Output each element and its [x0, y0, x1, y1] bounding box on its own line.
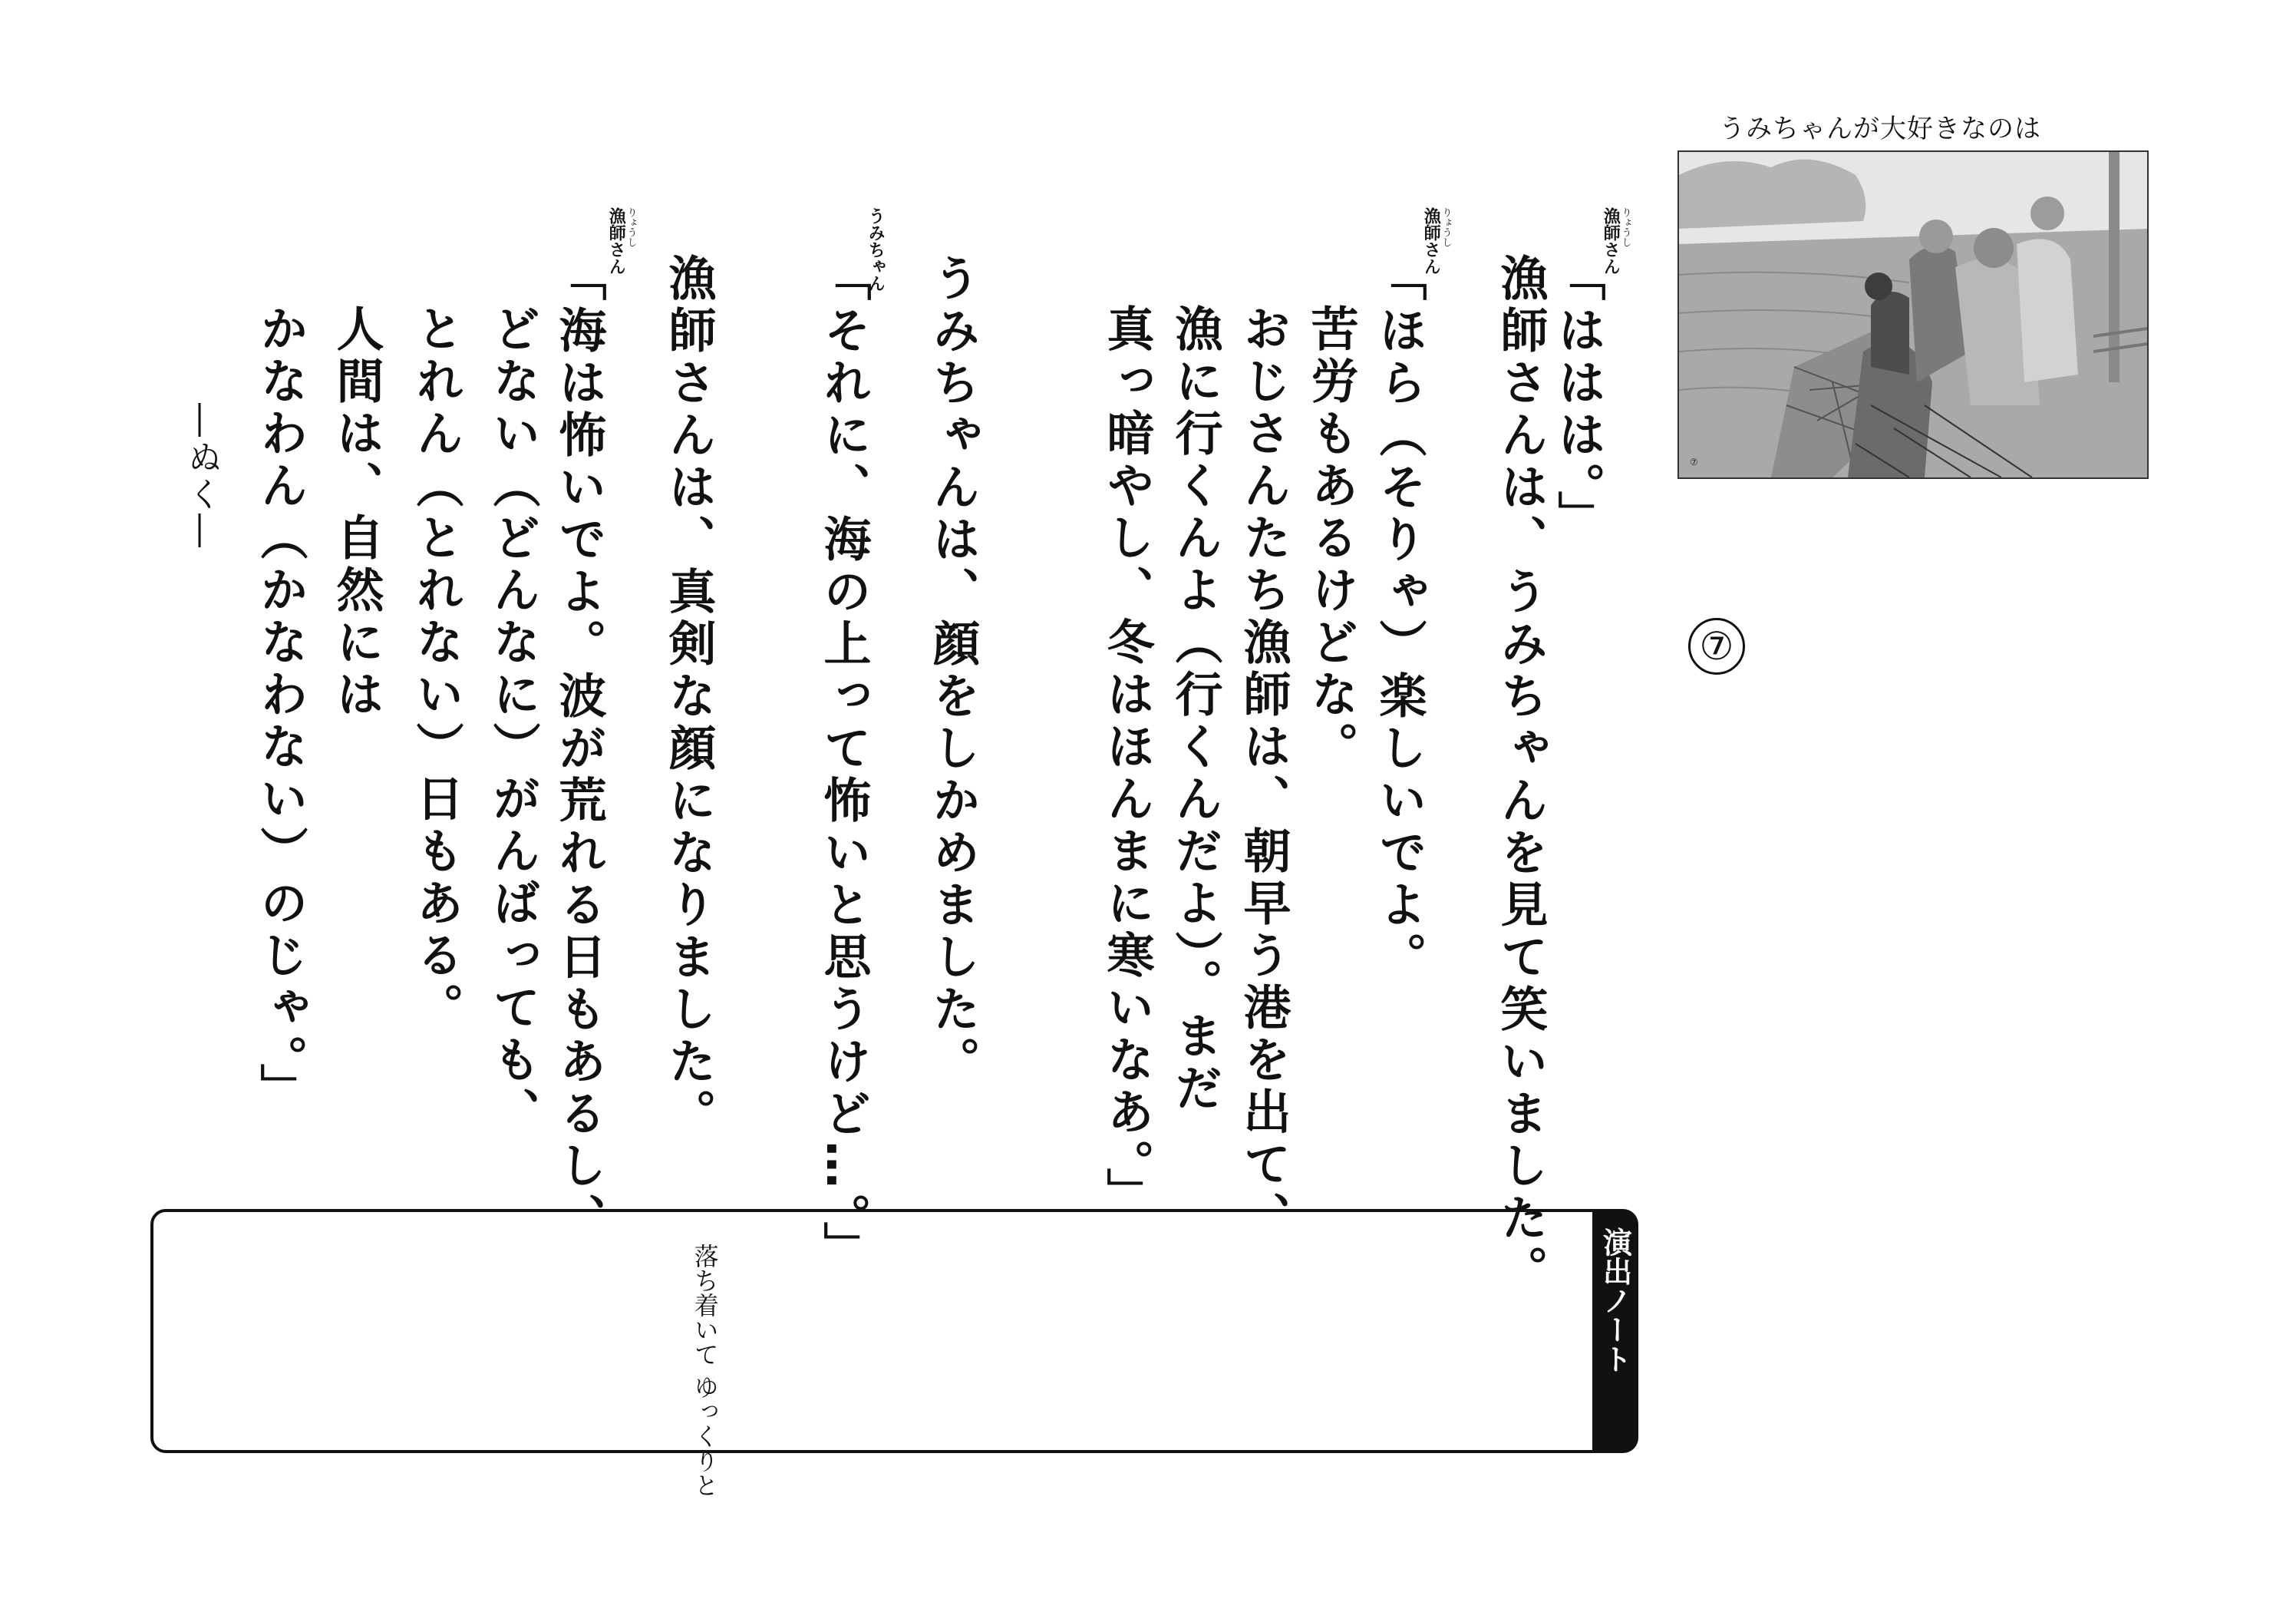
text-column: 「ははは。」 — [1550, 253, 1606, 543]
text-column: かなわん（かなわない）のじゃ。」 — [252, 304, 308, 1115]
text-column: 漁に行くんよ（行くんだよ）。まだ — [1167, 304, 1223, 1115]
text-column: おじさんたち漁師は、朝早う港を出て、 — [1235, 304, 1292, 1244]
direction-note-box — [150, 1209, 1631, 1498]
scene-number: ⑦ — [1688, 618, 1745, 675]
text-column: 漁師さんは、真剣な顔になりました。 — [661, 253, 717, 1141]
text-column: 人間は、自然には — [328, 304, 384, 722]
speaker-label: うみちゃん — [866, 207, 886, 292]
text-column: どない（どんなに）がんばっても、 — [485, 304, 541, 1139]
text-column: うみちゃんは、顔をしかめました。 — [925, 253, 981, 1088]
text-column: 苦労もあるけどな。 — [1303, 304, 1359, 774]
speaker-label: りょうし 漁師さん — [1601, 207, 1631, 275]
text-column: 真っ暗やし、冬はほんまに寒いなあ。」 — [1099, 304, 1155, 1220]
direction-note-text: 落ち着いて ゆっくりと — [690, 1244, 720, 1498]
text-column: 「ほら（そりゃ）楽しいでよ。 — [1371, 253, 1427, 984]
author-credit: ―ぬく― — [182, 403, 221, 550]
scene-illustration — [1677, 150, 2149, 479]
text-column: とれん（とれない）日もある。 — [408, 304, 464, 1035]
speaker-label: りょうし 漁師さん — [1421, 207, 1452, 275]
photo-label: ⑦ — [1690, 457, 1698, 467]
text-column: 「それに、海の上って怖いと思うけど…。」 — [816, 253, 872, 1273]
direction-note-label: 演出ノート — [1598, 1227, 1632, 1373]
direction-note-tab — [1592, 1209, 1638, 1453]
speaker-label: りょうし 漁師さん — [606, 207, 637, 275]
text-column: 「海は怖いでよ。波が荒れる日もあるし、 — [551, 253, 607, 1245]
text-column: 漁師さんは、うみちゃんを見て笑いました。 — [1493, 253, 1549, 1297]
scene-caption: うみちゃんが大好きなのは — [1719, 114, 2041, 144]
